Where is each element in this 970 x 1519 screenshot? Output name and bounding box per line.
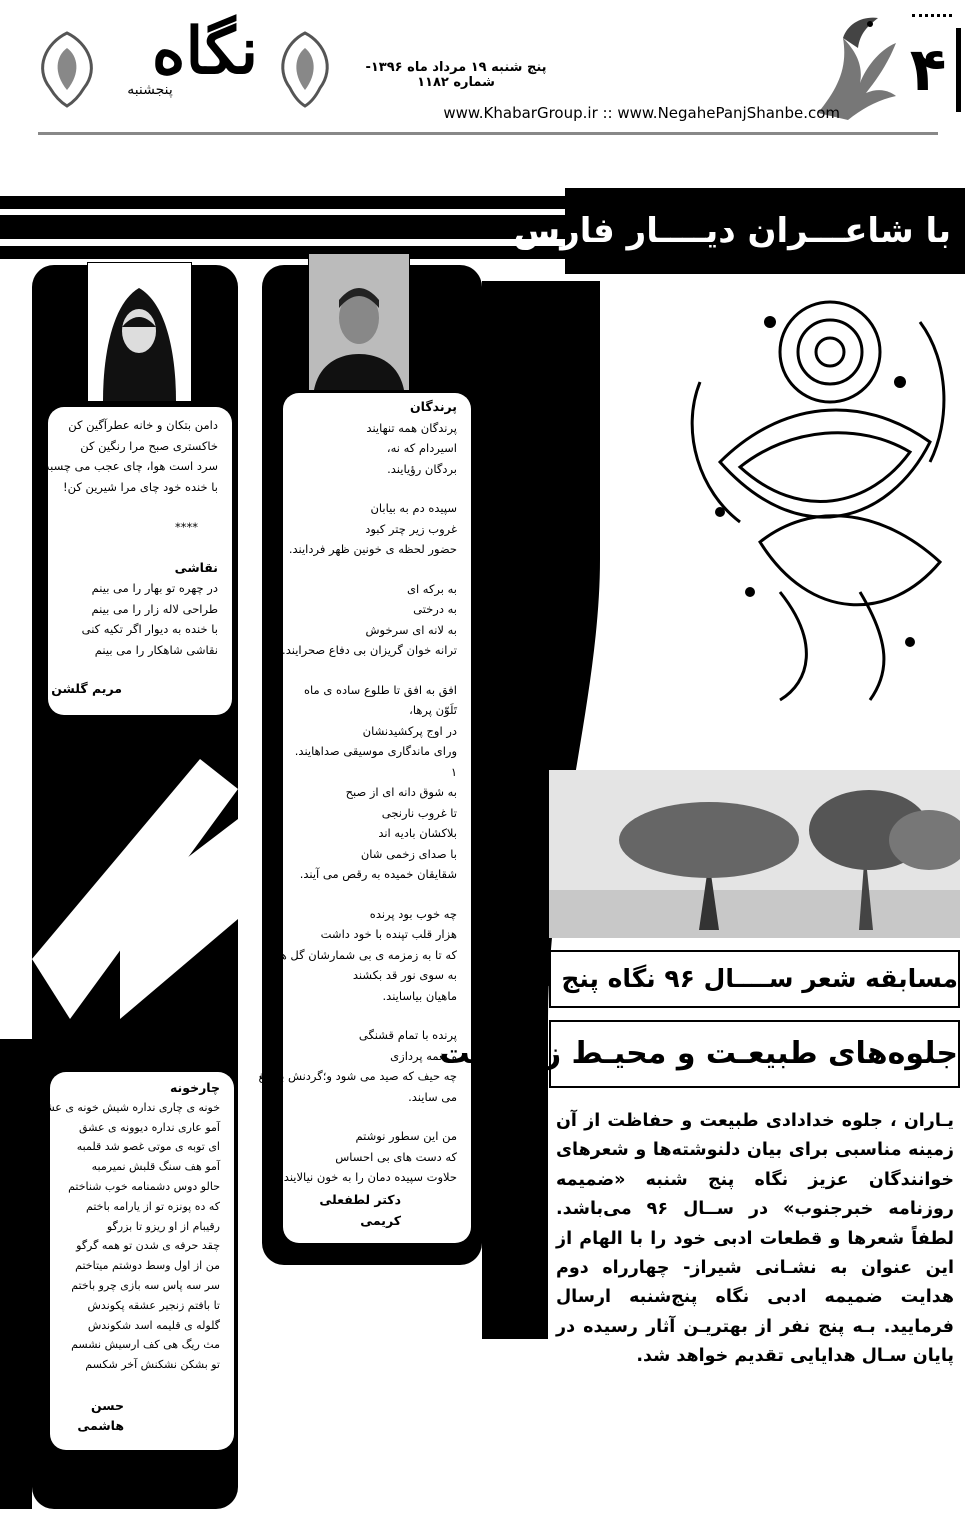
- poem-line: چه خوب بود پرنده: [369, 906, 457, 921]
- tree-landscape-image: [549, 770, 960, 938]
- poem-line: که تا به زمزمه ی بی شمارشان گل ها: [277, 947, 457, 962]
- poem-line: افق به افق تا طلوع ساده ی ماه: [304, 682, 457, 697]
- poem-title: پرندگان: [409, 399, 457, 414]
- poem-line: نقاشی شاهکار را می بینم: [94, 642, 218, 657]
- poem-line: هزار قلب تپنده با خود داشت: [320, 927, 457, 941]
- person-icon: [309, 254, 409, 390]
- poem-stanza: [288, 498, 457, 560]
- poem-stanza: [297, 418, 457, 480]
- poem-line: در اوج پرکشیدنشان: [362, 723, 457, 738]
- issue-line: پنج شنبه ۱۹ مرداد ماه ۱۳۹۶- شماره ۱۱۸۲: [365, 60, 547, 90]
- poem-line: من این سطور نوشتم: [355, 1129, 457, 1143]
- poem-line: می سایند.: [408, 1089, 457, 1104]
- poem-line: با خنده به دیوار اگر تکیه کنی: [81, 622, 218, 636]
- poem-line: من از اول وسط دوشتم میتاختم: [75, 1259, 220, 1273]
- header-bar-3: [0, 246, 600, 259]
- page-number: ۴: [900, 28, 961, 112]
- website-urls[interactable]: www.KhabarGroup.ir :: www.NegahePanjShanbe.com: [443, 104, 840, 122]
- poem-line: سر سه پاس سه بازی چرو باختم: [71, 1278, 220, 1292]
- poet-photo-man: [308, 253, 410, 391]
- poem-line: ترانه خوان گریزان بی دفاع صحرایند.: [282, 643, 457, 657]
- poem-stanza: [258, 1025, 457, 1107]
- poem-line: دامن بتکان و خانه عطرآگین کن: [68, 418, 218, 432]
- poem-line: ماهیان بیاسایند.: [382, 988, 457, 1003]
- poem-card-bottom: [36, 1072, 234, 1450]
- poem-line: سرد است هوا، چای عجب می چسبد..: [36, 459, 218, 473]
- poem-line: رقیبام از او ریزو تا بزرگو: [106, 1219, 220, 1233]
- poem-line: غروب زیر چتر کبود: [365, 521, 457, 536]
- ornament-left: [30, 28, 105, 108]
- poem-line: به برکه ای: [406, 581, 457, 596]
- poet-photo-woman: [87, 262, 192, 402]
- section-title: با شاعـــران دیــــار فارس: [565, 188, 965, 274]
- poem-line: حلاوت سپیده دمان را به خون نیالایند.: [280, 1170, 457, 1184]
- poem-line: طراحی لاله زار را می بینم: [91, 601, 218, 616]
- poem-lines-a: [36, 415, 218, 497]
- poem-separator: ****: [175, 520, 198, 534]
- person-icon: [88, 263, 191, 401]
- poem-line: ۱: [450, 764, 457, 779]
- poem-line: که ده پونزه تو از یارامه باختم: [86, 1199, 220, 1213]
- poem-author: دکتر لطفعلی کریمی: [319, 1192, 401, 1228]
- poem-stanza: [282, 579, 457, 661]
- poem-line: به لانه ای سرخوش: [365, 622, 457, 637]
- chain-ornament: [912, 14, 952, 25]
- poem-line: تا غروب نارنجی: [381, 805, 457, 820]
- poem-author: حسن هاشمی: [77, 1398, 124, 1434]
- competition-heading-2: جلوه‌های طبیعـت و محیـط زیـــست: [549, 1020, 960, 1088]
- poem-stanza: [294, 680, 457, 885]
- ornamental-flower-illustration: [660, 262, 960, 702]
- poem-card-left: [36, 407, 232, 715]
- poem-line: گلوله ی قلیمه اسد شکوندش: [87, 1318, 220, 1332]
- poem-line: تو بشکن نشکنش آخر شکسم: [85, 1358, 220, 1372]
- poem-line: خاکستری صبح مرا رنگین کن: [80, 438, 218, 453]
- poem-author: مریم گلشن: [51, 680, 122, 696]
- poem-line: و نغمه پردازی: [390, 1048, 457, 1063]
- poem-line: ای توبه ی موتی غصو شد قلمبه: [76, 1140, 220, 1154]
- poem-line: اسیردام که نه،: [386, 441, 457, 455]
- masthead: [0, 0, 970, 140]
- poem-line: بلاکشان بادیه اند: [378, 826, 457, 840]
- poem-lines: [36, 1098, 220, 1375]
- poem-line: تا بافتم زنجیر عشقه پکوندش: [87, 1298, 220, 1312]
- header-bar-1: [0, 196, 600, 209]
- competition-announcement: یـاران ، جلوه خدادادی طبیعت و حفاظت از آن زمینه مناسبی برای بیان دلنوشته‌ها و شعرهای خوانندگان عزیز نگاه پنج شنبه «ضمیمه روزنامه خبرجنوب» در ســال ۹۶ می‌باشد. لطفاً شعرها و قطعات ادبی خود را با الهام از این عنوان به نشـانی شیراز- چهارراه دوم هدایت ضمیمه ادبی نگاه پنج‌شنبه ارسال فرمایید. بـه پنج نفر از بهتریـن آثار رسیده در پایان سـال هدایایی تقدیم خواهد شد.: [552, 1103, 960, 1381]
- header-rule: [38, 132, 938, 135]
- poem-line: پرندگان همه تنهایند: [366, 420, 457, 435]
- poem-line: ورای ماندگاری موسیقی صداهایند.: [294, 744, 457, 758]
- ornament-right: [270, 28, 340, 108]
- poem-line: حالو دوس دشمنامه خوب شناختم: [68, 1179, 220, 1193]
- poem-stanzas: [258, 418, 457, 1188]
- header-bar-2: [0, 215, 600, 239]
- poem-line: خونه ی چاری نداره شیش خونه ی عشق: [36, 1100, 220, 1114]
- poem-stanza: [277, 904, 457, 1007]
- poem-line: پرنده با تمام قشنگی: [358, 1028, 457, 1042]
- poem-line: بردگان رؤیایند.: [387, 461, 457, 476]
- competition-heading-1: مسابقه شعر ســــال ۹۶ نگاه پنج شنبه: [549, 950, 960, 1008]
- poem-title-b: نقاشی: [174, 559, 218, 575]
- poem-line: چه حیف که صید می شود و؛گردنش به تیغ: [258, 1069, 457, 1083]
- logo-subtitle: پنجشنبه: [127, 82, 173, 98]
- poem-line: چقد حرفه ی شدن تو همه گرگو: [76, 1239, 220, 1253]
- poem-line: با صدای زخمی شان: [360, 846, 457, 861]
- poem-line: مث ریگ هی کف ارسیش نشسم: [71, 1338, 220, 1352]
- poem-lines-b: [62, 578, 218, 660]
- poem-line: شقایقان خمیده به رقص می آیند.: [299, 867, 457, 881]
- poem-line: آمو عاری نداره دیوونه ی عشق: [79, 1120, 220, 1134]
- poem-line: در چهره تو بهار را می بینم: [91, 581, 218, 595]
- poem-line: سپیده دم به بیابان: [370, 501, 457, 515]
- logo: نگاه: [151, 14, 259, 89]
- poem-line: به درختی: [413, 602, 457, 616]
- poem-line: آمو هف سنگ قلبش نمیرمبه: [91, 1160, 220, 1174]
- poem-card-middle: [258, 393, 471, 1243]
- poem-line: که دست های بی احساس: [335, 1149, 457, 1164]
- poem-line: با خنده خود چای مرا شیرین کن!: [62, 479, 218, 494]
- poem-line: به شوق دانه ای از صبح: [345, 785, 457, 799]
- poem-stanza: [280, 1126, 457, 1188]
- poem-title: چارخونه: [169, 1080, 220, 1095]
- poem-line: حضور لحظه ی خونین ظهر فردایند.: [288, 542, 457, 556]
- poem-line: تَلَوّن پرها،: [409, 703, 457, 717]
- poem-line: به سوی نور قد بکشند: [352, 968, 457, 982]
- landscape-photo: [549, 770, 960, 938]
